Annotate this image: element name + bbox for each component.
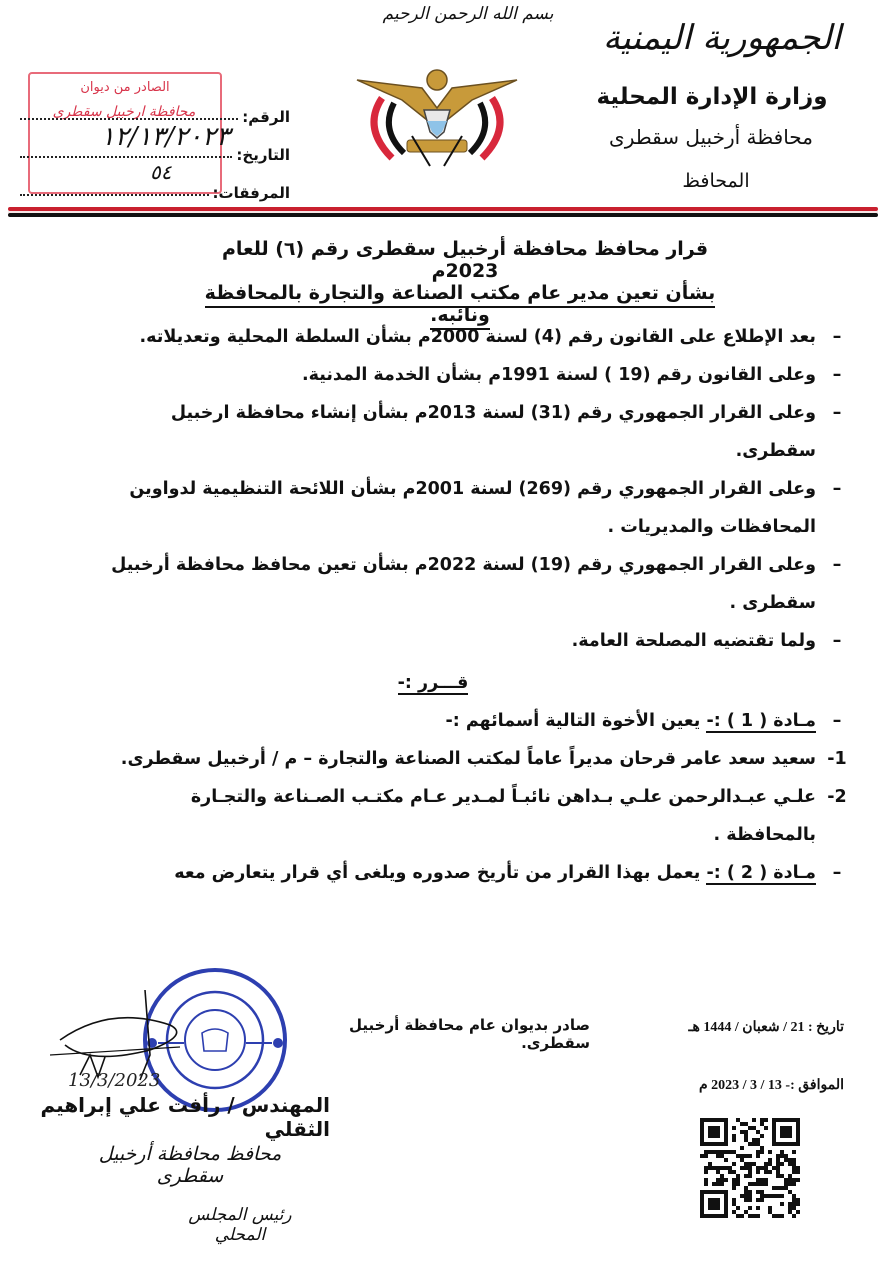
stamp-text-line2: محافظة ارخبيل سقطرى	[52, 104, 196, 120]
preamble-item: – وعلى القرار الجمهوري رقم (269) لسنة 2001م بشأن اللائحة التنظيمية لدواوين المحافظات والمديريات .	[129, 479, 842, 537]
signer-name: المهندس / رأفت علي إبراهيم الثقلي	[40, 1093, 330, 1141]
article-1: – مـادة ( 1 ) :- يعين الأخوة التالية أسمائهم :-	[445, 711, 842, 731]
ministry-heading: وزارة الإدارة المحلية	[596, 84, 828, 110]
appointee-item: 2- علـي عبـدالرحمن علـي بـداهن نائبـاً لمـدير عـام مكتـب الصـناعة والتجـارة بالمحافظة .	[190, 787, 847, 845]
governorate-heading: محافظة أرخبيل سقطرى	[609, 125, 813, 149]
decree-body	[98, 318, 858, 892]
basmala: بسم الله الرحمن الرحيم	[382, 4, 554, 24]
handwritten-reference-date: ١٢/١٣/٢٠٢٣	[100, 122, 230, 152]
appointee-item: 1- سعيد سعد عامر قرحان مديراً عاماً لمكتب الصناعة والتجارة – م / أرخبيل سقطرى.	[120, 749, 847, 769]
preamble-item: – وعلى القرار الجمهوري رقم (19) لسنة 2022م بشأن تعين محافظ محافظة أرخبيل سقطرى .	[111, 555, 842, 613]
yemen-eagle-emblem-icon	[352, 58, 522, 168]
preamble-item: – بعد الإطلاع على القانون رقم (4) لسنة 2000م بشأن السلطة المحلية وتعديلاته.	[139, 327, 842, 347]
decree-subject-text: بشأن تعين مدير عام مكتب الصناعة والتجارة بالمحافظة ونائبه.	[205, 282, 716, 330]
article-2-text: يعمل بهذا القرار من تأريخ صدوره ويلغى أي قرار يتعارض معه	[174, 863, 701, 883]
article-1-label: مـادة ( 1 ) :-	[706, 711, 816, 731]
hijri-date: تاريخ : 21 / شعبان / 1444 هـ	[688, 1020, 844, 1035]
issued-at: صادر بديوان عام محافظة أرخبيل سقطرى.	[349, 1016, 590, 1052]
article-1-text: يعين الأخوة التالية أسمائهم :-	[445, 711, 701, 731]
article-2: – مـادة ( 2 ) :- يعمل بهذا القرار من تأريخ صدوره ويلغى أي قرار يتعارض معه	[174, 863, 842, 883]
preamble-item: – وعلى القرار الجمهوري رقم (31) لسنة 2013م بشأن إنشاء محافظة ارخبيل سقطرى.	[170, 403, 842, 461]
signer-title-council: رئيس المجلس المحلي	[188, 1205, 292, 1245]
preamble-item: – وعلى القانون رقم (19 ) لسنة 1991م بشأن الخدمة المدنية.	[301, 365, 842, 385]
reference-number-label: الرقم:	[242, 108, 290, 126]
reference-attachments-label: المرفقات:	[212, 184, 290, 202]
republic-heading: الجمهورية اليمنية	[602, 18, 842, 58]
decree-title: قرار محافظ محافظة أرخبيل سقطرى رقم (٦) للعام 2023م	[221, 238, 709, 282]
gregorian-date: الموافق :- 13 / 3 / 2023 م	[698, 1078, 844, 1093]
reference-date-label: التاريخ:	[236, 146, 290, 164]
preamble-item: – ولما تقتضيه المصلحة العامة.	[571, 631, 842, 651]
handwritten-attachments: ٥٤	[150, 160, 172, 184]
signature-date: 13/3/2023	[68, 1070, 161, 1091]
office-heading: المحافظ	[682, 170, 750, 192]
stamp-text-line1: الصادر من ديوان	[80, 80, 170, 95]
header-divider-black	[8, 213, 878, 217]
qr-code-icon[interactable]	[700, 1117, 800, 1219]
signer-title-governor: محافظ محافظة أرخبيل سقطرى	[98, 1143, 282, 1187]
reference-number-row	[20, 88, 290, 126]
article-2-label: مـادة ( 2 ) :-	[706, 863, 816, 883]
decided-heading: قـــرر :-	[397, 673, 469, 693]
